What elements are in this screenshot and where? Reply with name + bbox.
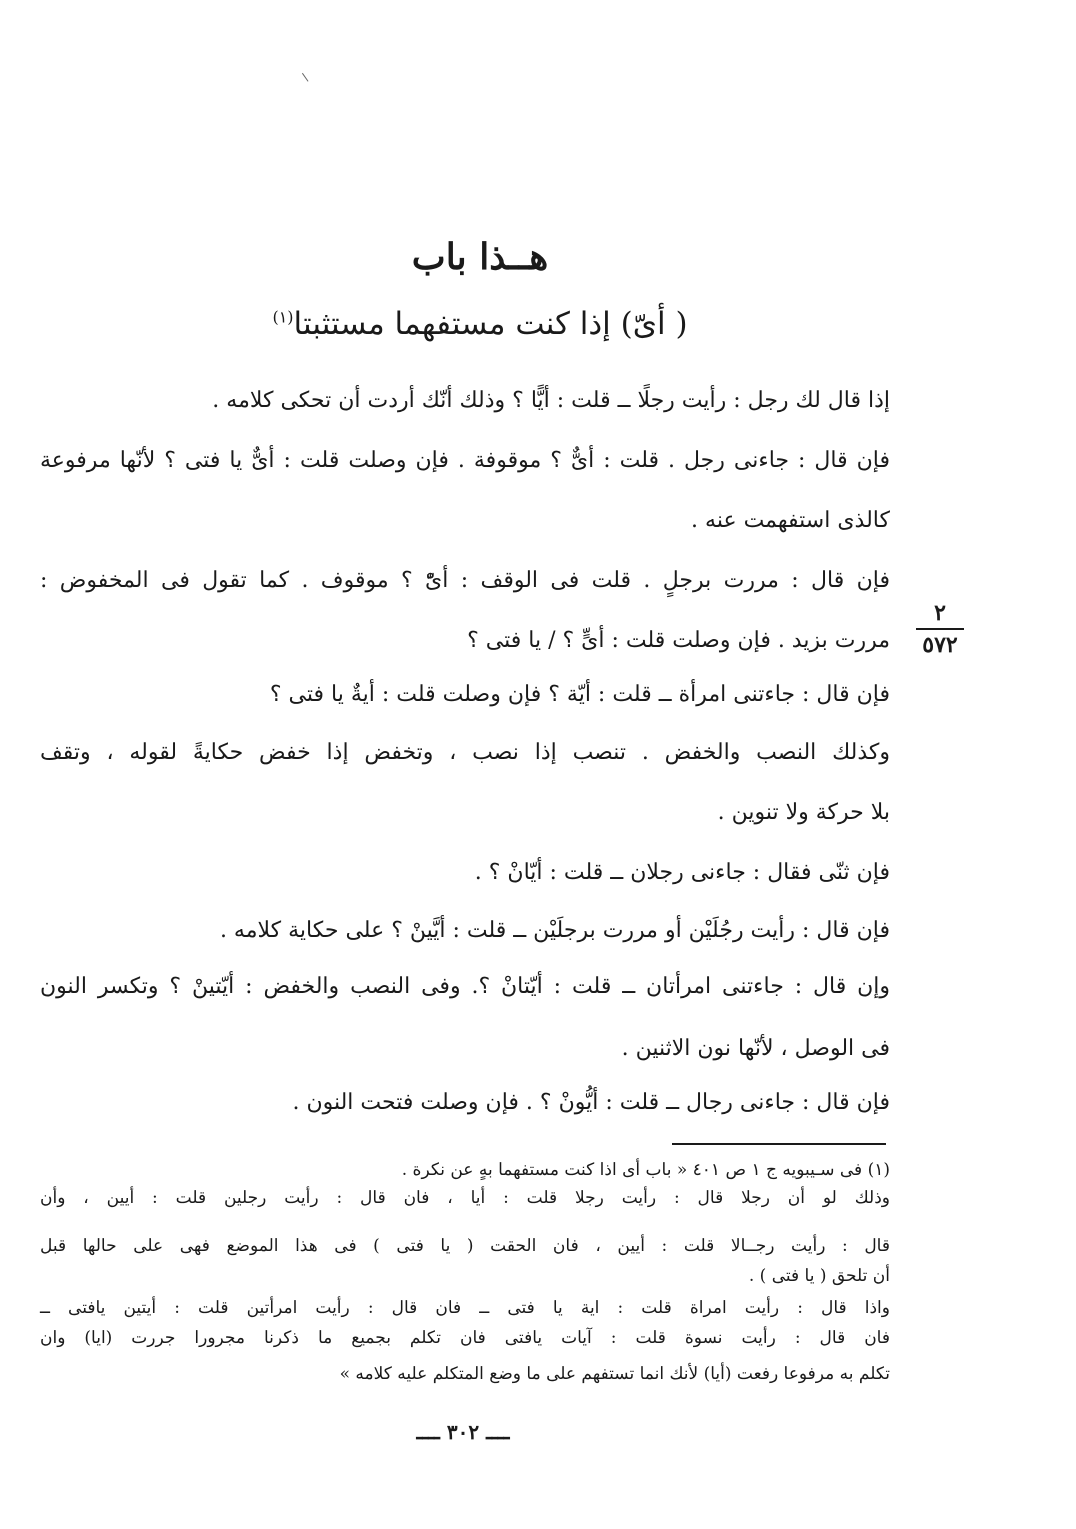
footnote-reference: (١)	[272, 307, 294, 327]
body-line-5: مررت بزيد . فإن وصلت قلت : أىٍّ ؟ / يا فتى ؟	[467, 628, 890, 653]
page-number: ــــ ٣٠٢ ــــ	[416, 1420, 510, 1444]
body-line-7: وكذلك النصب والخفض . تنصب إذا نصب ، وتخفض إذا خفض حكايةً لقوله ، وتقف	[40, 740, 890, 765]
footnote-line-3: قال : رأيت رجــالا قلت : أيين ، فان الحقت ( يا فتى ) فى هذا الموضع فهى على حالها قبل	[40, 1236, 890, 1256]
footnote-line-6: فان قال : رأيت نسوة قلت : آيات يافتى فان تكلم بجميع ما ذكرنا مجرورا جررت (ايا) وان	[40, 1328, 890, 1348]
footnote-line-2: وذلك لو أن رجلا قال : رأيت رجلا قلت : أيا ، فان قال : رأيت رجلين قلت : أيين ، وأن	[40, 1188, 890, 1208]
scan-mark	[302, 68, 315, 81]
margin-page-number: ٥٧٢	[922, 632, 958, 658]
body-line-6: فإن قال : جاءتنى امرأة ــ قلت : أيّة ؟ فإن وصلت قلت : أيةٌ يا فتى ؟	[269, 682, 890, 707]
body-line-13: فإن قال : جاءنى رجال ــ قلت : أيُّونْ ؟ . فإن وصلت فتحت النون .	[292, 1090, 890, 1115]
body-line-2: فإن قال : جاءنى رجل . قلت : أىٌّ ؟ موقوفة . فإن وصلت قلت : أىٌّ يا فتى ؟ لأنّها مرفوعة	[40, 448, 890, 473]
body-line-8: بلا حركة ولا تنوين .	[717, 800, 890, 825]
chapter-subtitle	[240, 306, 720, 342]
chapter-title: هــذا باب	[411, 236, 549, 278]
body-line-10: فإن قال : رأيت رجُلَيْن أو مررت برجلَيْن ــ قلت : أيَّينْ ؟ على حكاية كلامه .	[219, 918, 890, 943]
footnote-line-7: تكلم به مرفوعا رفعت (أيا) لأنك انما تستفهم على ما وضع المتكلم عليه كلامه »	[339, 1364, 890, 1384]
chapter-subtitle-text: ( أىّ) إذا كنت مستفهما مستثبتا	[293, 306, 688, 342]
footnote-line-1: (١) فى سـيبويه ج ١ ص ٤٠١ « باب أى اذا كنت مستفهما بهٍ عن نكرة .	[401, 1160, 890, 1180]
body-line-9: فإن ثنّى فقال : جاءنى رجلان ــ قلت : أيّانْ ؟ .	[474, 860, 890, 885]
footnote-separator	[672, 1143, 886, 1145]
body-line-3: كالذى استفهمت عنه .	[691, 508, 890, 533]
margin-volume-number: ٢	[916, 600, 964, 630]
body-line-1: إذا قال لك رجل : رأيت رجلًا ــ قلت : أيًّا ؟ وذلك أنّك أردت أن تحكى كلامه .	[212, 388, 890, 413]
body-line-11: وإن قال : جاءتنى امرأتان ــ قلت : أيّتانْ ؟. وفى النصب والخفض : أيّتينْ ؟ وتكسر النون	[40, 974, 890, 999]
body-line-4: فإن قال : مررت برجلٍ . قلت فى الوقف : أىّْ ؟ موقوف . كما تقول فى المخفوض :	[40, 568, 890, 593]
footnote-line-5: واذا قال : رأيت امراة قلت : اية يا فتى ــ فان قال : رأيت امرأتين قلت : أيتين يافتى ــ	[40, 1298, 890, 1318]
margin-page-reference	[916, 600, 964, 658]
body-line-12: فى الوصل ، لأنّها نون الاثنين .	[621, 1036, 890, 1061]
footnote-line-4: أن تلحق ( يا فتى ) .	[748, 1266, 890, 1286]
